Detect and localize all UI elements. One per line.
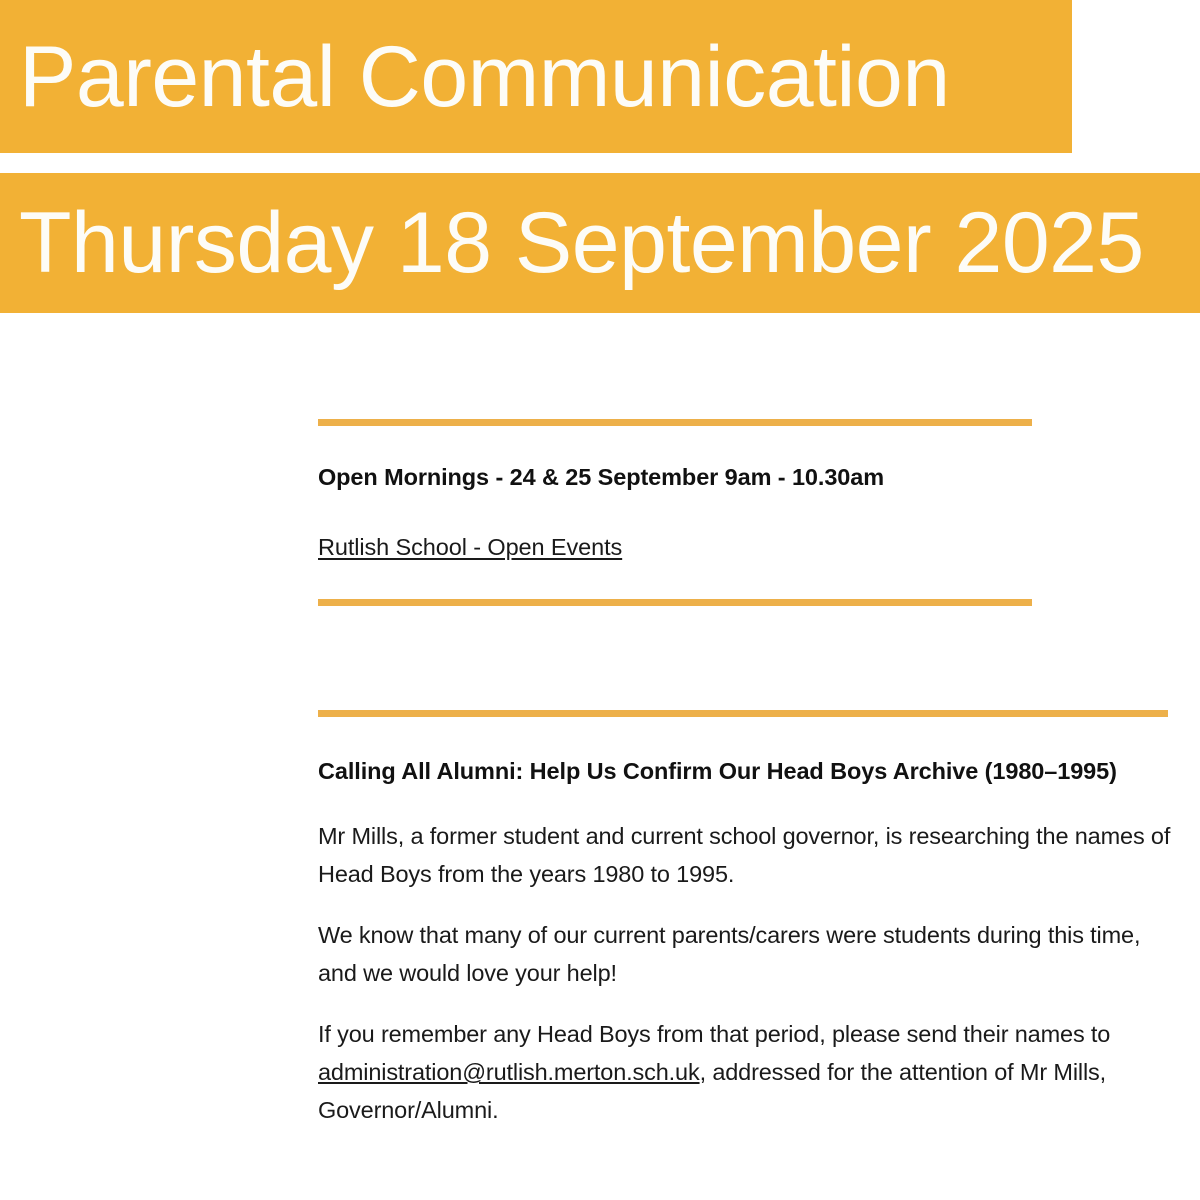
header-banner-title bbox=[0, 0, 1072, 153]
section-head-boys-archive bbox=[318, 606, 1178, 1130]
content-column bbox=[318, 313, 1178, 1129]
alumni-paragraph-2: We know that many of our current parents/carers were students during this time, and we would love your help! bbox=[318, 922, 1141, 987]
alumni-paragraph-3 bbox=[318, 992, 1178, 1129]
alumni-section-divider-top bbox=[318, 710, 1168, 717]
section-divider-bottom bbox=[318, 599, 1032, 606]
closing-text-after-email: , addressed for the attention of Mr Mills, Governor/Alumni. bbox=[318, 1059, 1107, 1124]
section-divider-top bbox=[318, 419, 1032, 426]
header-title-line1: Parental Communication bbox=[19, 28, 950, 125]
header-title-line2: Thursday 18 September 2025 bbox=[19, 195, 1144, 291]
administration-email-link[interactable]: administration@rutlish.merton.sch.uk bbox=[318, 1059, 700, 1086]
closing-text-before-email: If you remember any Head Boys from that period, please send their names to bbox=[318, 1021, 1111, 1048]
alumni-paragraph-1: Mr Mills, a former student and current school governor, is researching the names of Head Boys from the years 1980 to 1995. bbox=[318, 822, 1171, 888]
open-mornings-headline: Open Mornings - 24 & 25 September 9am - 10.30am bbox=[318, 464, 885, 490]
header-banner-date bbox=[0, 173, 1200, 313]
open-events-link[interactable]: Rutlish School - Open Events bbox=[318, 533, 623, 560]
section-open-mornings bbox=[318, 313, 1178, 606]
alumni-headline: Calling All Alumni: Help Us Confirm Our Head Boys Archive (1980–1995) bbox=[318, 757, 1117, 784]
